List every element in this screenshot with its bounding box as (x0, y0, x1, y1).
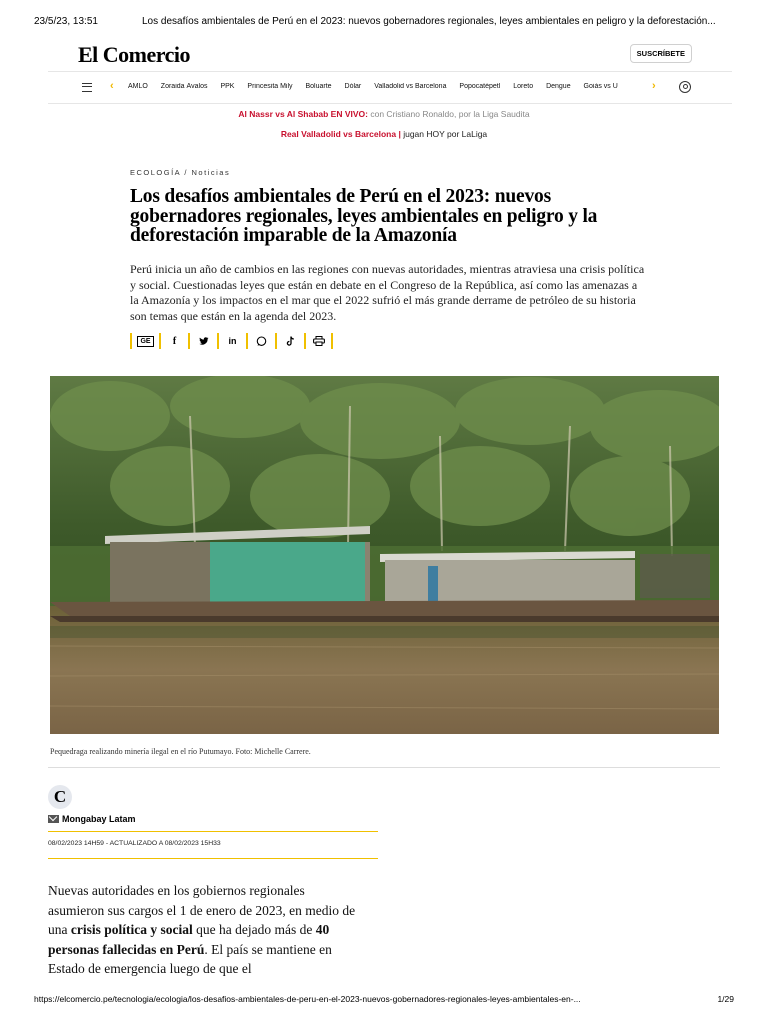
nav-item[interactable]: Zoraida Ávalos (160, 83, 208, 90)
ticker-text: con Cristiano Ronaldo, por la Liga Saudita (370, 109, 530, 119)
ticker-line-1[interactable] (0, 109, 768, 119)
facebook-share-button[interactable] (159, 333, 188, 349)
ticker-text: jugan HOY por LaLiga (403, 129, 488, 139)
divider (48, 831, 378, 832)
print-header (34, 16, 738, 27)
subscribe-button[interactable]: SUSCRÍBETE (630, 44, 692, 63)
article-photo (50, 376, 719, 734)
whatsapp-icon (256, 336, 267, 347)
nav-item[interactable]: Popocatépetl (459, 83, 501, 90)
nav-item[interactable]: Goiás vs U (583, 83, 618, 90)
publish-dates: 08/02/2023 14H59 - ACTUALIZADO A 08/02/2023 15H33 (48, 840, 221, 847)
site-logo[interactable]: El Comercio (78, 42, 191, 67)
tiktok-share-button[interactable] (275, 333, 304, 349)
photo-caption: Pequedraga realizando minería ilegal en el río Putumayo. Foto: Michelle Carrere. (50, 747, 311, 756)
ticker-tag: Al Nassr vs Al Shabab EN VIVO: (238, 109, 368, 119)
nav-bar (48, 72, 732, 104)
nav-item[interactable]: Dengue (546, 83, 571, 90)
whatsapp-share-button[interactable] (246, 333, 275, 349)
body-text: Nuevas autoridades en los gobiernos regionales asumieron sus cargos el 1 de enero de 2023, en medio de una (48, 883, 356, 938)
nav-items (128, 83, 636, 90)
share-bar (130, 333, 333, 349)
print-footer (34, 994, 734, 1004)
mail-icon (48, 815, 59, 823)
masthead (48, 40, 732, 72)
page-url: https://elcomercio.pe/tecnologia/ecologia/los-desafios-ambientales-de-peru-en-el-2023-nuevos-gobernadores-regionales-leyes-ambientales-en-... (34, 994, 581, 1004)
divider (48, 767, 720, 768)
chevron-right-icon[interactable]: › (652, 80, 656, 92)
twitter-icon (199, 337, 209, 346)
nav-item[interactable]: AMLO (128, 83, 148, 90)
printer-icon (313, 336, 325, 346)
divider (48, 858, 378, 859)
author-avatar: C (48, 785, 72, 809)
author-line[interactable] (48, 814, 136, 824)
nav-item[interactable]: Loreto (513, 83, 534, 90)
ticker-line-2[interactable] (0, 129, 768, 139)
section-breadcrumb[interactable]: ECOLOGÍA / Noticias (130, 168, 231, 177)
google-news-button[interactable] (130, 333, 159, 349)
article-body-paragraph (48, 881, 358, 979)
tiktok-icon (286, 336, 295, 347)
nav-item[interactable]: Valladolid vs Barcelona (374, 83, 447, 90)
body-text: . El país se mantiene en Estado de emergencia luego de que el (48, 941, 332, 977)
article-dek: Perú inicia un año de cambios en las regiones con nuevas autoridades, mientras atraviesa una crisis política y social. Cuestionadas leyes que están en debate en el Congreso de la República, así como las amenazas a la Amazonía y los impactos en el mar que el 2022 sufrió el más grande derrame de petróleo de su historia son temas que están en la agenda del 2023. (130, 262, 645, 323)
nav-item[interactable]: Dólar (344, 83, 362, 90)
nav-item[interactable]: Boluarte (305, 83, 332, 90)
print-button[interactable] (304, 333, 333, 349)
river-boat-photo (50, 376, 719, 734)
body-bold-text: 40 personas fallecidas en Perú (48, 922, 330, 957)
nav-item[interactable]: PPK (220, 83, 235, 90)
user-icon[interactable] (679, 81, 691, 93)
twitter-share-button[interactable] (188, 333, 217, 349)
menu-icon[interactable] (82, 83, 92, 92)
facebook-icon: f (172, 335, 177, 347)
print-title: Los desafíos ambientales de Perú en el 2023: nuevos gobernadores regionales, leyes ambientales en peligro y la deforestación... (142, 16, 716, 27)
nav-item[interactable]: Princesita Mily (247, 83, 293, 90)
author-name: Mongabay Latam (62, 814, 136, 824)
body-bold-text: crisis política y social (70, 922, 193, 938)
body-text: que ha dejado más de (192, 922, 316, 938)
page-number: 1/29 (717, 994, 734, 1004)
linkedin-icon: in (228, 336, 237, 346)
chevron-left-icon[interactable]: ‹ (110, 80, 114, 92)
linkedin-share-button[interactable] (217, 333, 246, 349)
print-date: 23/5/23, 13:51 (34, 16, 98, 27)
ticker-tag: Real Valladolid vs Barcelona | (280, 129, 401, 139)
google-news-icon: GE (137, 336, 153, 347)
article-headline: Los desafíos ambientales de Perú en el 2023: nuevos gobernadores regionales, leyes ambientales en peligro y la deforestación imparable de la Amazonía (130, 186, 598, 246)
